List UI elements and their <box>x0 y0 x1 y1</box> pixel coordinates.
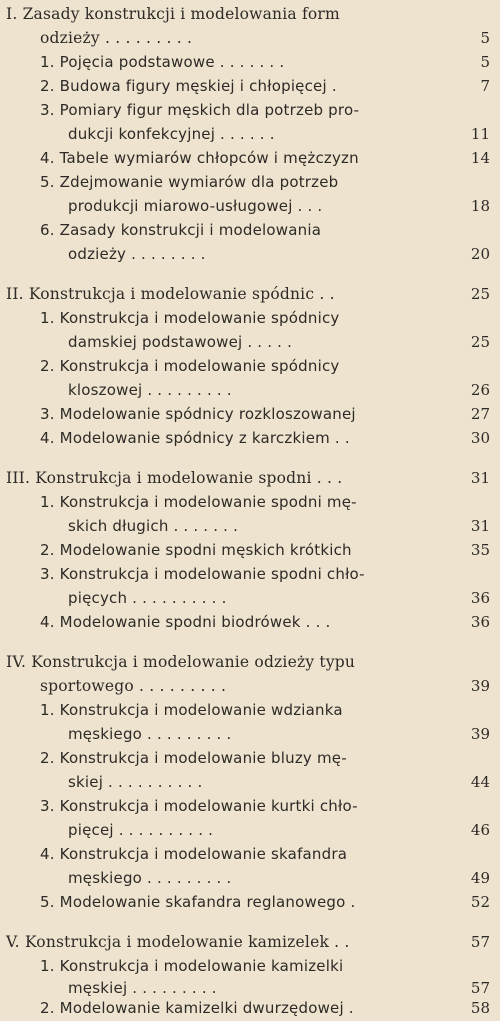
toc-entry-cont: męskiej . . . . . . . . . <box>68 979 217 997</box>
page-number: 25 <box>470 333 490 351</box>
page-number: 14 <box>470 149 490 167</box>
chapter-title-cont: sportowego . . . . . . . . . <box>40 677 227 695</box>
page-number: 31 <box>470 517 490 535</box>
page-number: 58 <box>470 999 490 1017</box>
page-number: 5 <box>480 29 490 47</box>
toc-entry: 6. Zasady konstrukcji i modelowania <box>40 221 322 239</box>
toc-entry: 1. Konstrukcja i modelowanie spódnicy <box>40 309 340 327</box>
page-number: 27 <box>470 405 490 423</box>
toc-entry-cont: pięcych . . . . . . . . . . <box>68 589 227 607</box>
page-number: 36 <box>470 589 490 607</box>
toc-entry-cont: kloszowej . . . . . . . . . <box>68 381 232 399</box>
toc-entry: 1. Pojęcia podstawowe . . . . . . . <box>40 53 285 71</box>
toc-entry-cont: odzieży . . . . . . . . <box>68 245 206 263</box>
toc-entry: 4. Tabele wymiarów chłopców i mężczyzn <box>40 149 359 167</box>
toc-entry: 2. Konstrukcja i modelowanie bluzy mę- <box>40 749 347 767</box>
page-number: 44 <box>470 773 490 791</box>
toc-entry-cont: dukcji konfekcyjnej . . . . . . <box>68 125 275 143</box>
toc-entry: 2. Budowa figury męskiej i chłopięcej . <box>40 77 337 95</box>
page-number: 52 <box>470 893 490 911</box>
chapter-title: V. Konstrukcja i modelowanie kamizelek . . <box>6 933 350 951</box>
toc-entry: 2. Modelowanie kamizelki dwurzędowej . <box>40 999 354 1017</box>
page-number: 26 <box>470 381 490 399</box>
page-number: 11 <box>470 125 490 143</box>
page-number: 35 <box>470 541 490 559</box>
page-number: 36 <box>470 613 490 631</box>
toc-entry: 4. Modelowanie spodni biodrówek . . . <box>40 613 331 631</box>
toc-entry-cont: damskiej podstawowej . . . . . <box>68 333 293 351</box>
page-number: 20 <box>470 245 490 263</box>
toc-entry: 5. Modelowanie skafandra reglanowego . <box>40 893 356 911</box>
chapter-title: III. Konstrukcja i modelowanie spodni . . . <box>6 469 343 487</box>
chapter-title-cont: odzieży . . . . . . . . . <box>40 29 193 47</box>
toc-entry: 3. Konstrukcja i modelowanie spodni chło- <box>40 565 365 583</box>
toc-entry: 2. Modelowanie spodni męskich krótkich <box>40 541 352 559</box>
page-number: 30 <box>470 429 490 447</box>
page-number: 25 <box>470 285 490 303</box>
page-number: 46 <box>470 821 490 839</box>
toc-entry: 1. Konstrukcja i modelowanie spodni mę- <box>40 493 357 511</box>
chapter-title: IV. Konstrukcja i modelowanie odzieży typu <box>6 653 356 671</box>
toc-entry-cont: męskiego . . . . . . . . . <box>68 725 232 743</box>
toc-entry-cont: męskiego . . . . . . . . . <box>68 869 232 887</box>
toc-entry-cont: pięcej . . . . . . . . . . <box>68 821 214 839</box>
page-number: 7 <box>480 77 490 95</box>
page-number: 49 <box>470 869 490 887</box>
page-number: 57 <box>470 979 490 997</box>
toc-entry-cont: skiej . . . . . . . . . . <box>68 773 203 791</box>
page-number: 31 <box>470 469 490 487</box>
toc-entry-cont: skich długich . . . . . . . <box>68 517 239 535</box>
chapter-title: II. Konstrukcja i modelowanie spódnic . . <box>6 285 335 303</box>
toc-entry: 2. Konstrukcja i modelowanie spódnicy <box>40 357 340 375</box>
page-number: 39 <box>470 725 490 743</box>
toc-entry: 1. Konstrukcja i modelowanie kamizelki <box>40 957 344 975</box>
toc-entry: 3. Modelowanie spódnicy rozkloszowanej <box>40 405 356 423</box>
toc-entry: 4. Konstrukcja i modelowanie skafandra <box>40 845 348 863</box>
toc-entry: 5. Zdejmowanie wymiarów dla potrzeb <box>40 173 339 191</box>
toc-entry-cont: produkcji miarowo-usługowej . . . <box>68 197 323 215</box>
toc-entry: 4. Modelowanie spódnicy z karczkiem . . <box>40 429 350 447</box>
chapter-title: I. Zasady konstrukcji i modelowania form <box>6 5 340 23</box>
toc-entry: 3. Pomiary figur męskich dla potrzeb pro- <box>40 101 360 119</box>
page-number: 5 <box>480 53 490 71</box>
toc-entry: 3. Konstrukcja i modelowanie kurtki chło- <box>40 797 358 815</box>
page-number: 39 <box>470 677 490 695</box>
page-number: 18 <box>470 197 490 215</box>
toc-entry: 1. Konstrukcja i modelowanie wdzianka <box>40 701 343 719</box>
page-number: 57 <box>470 933 490 951</box>
